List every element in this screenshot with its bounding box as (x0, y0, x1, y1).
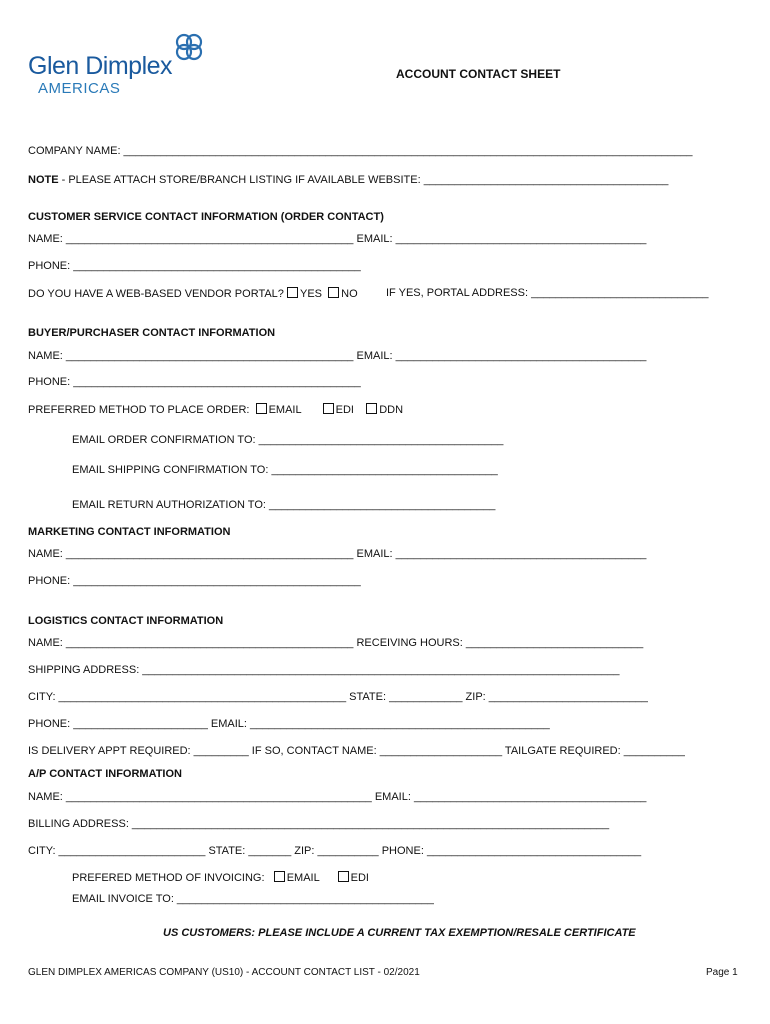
logistics-city-state-zip-field[interactable]: CITY: _______________________________________________ STATE: ____________ ZIP: __________________________ (28, 691, 648, 703)
invoice-method-row (72, 871, 369, 884)
order-method-question: PREFERRED METHOD TO PLACE ORDER: (28, 404, 250, 416)
cs-name-email-field[interactable]: NAME: _______________________________________________ EMAIL: _________________________________________ (28, 233, 647, 245)
return-authorization-field[interactable]: EMAIL RETURN AUTHORIZATION TO: _____________________________________ (72, 499, 496, 511)
section-heading-marketing: MARKETING CONTACT INFORMATION (28, 526, 231, 538)
portal-question: DO YOU HAVE A WEB-BASED VENDOR PORTAL? (28, 288, 284, 300)
portal-address-field[interactable]: IF YES, PORTAL ADDRESS: _____________________________ (386, 287, 709, 299)
ap-name-email-field[interactable]: NAME: __________________________________________________ EMAIL: ______________________________________ (28, 791, 647, 803)
invoice-email-checkbox[interactable] (274, 871, 285, 882)
order-edi-label: EDI (335, 404, 354, 416)
order-edi-checkbox[interactable] (323, 403, 334, 414)
invoice-method-question: PREFERED METHOD OF INVOICING: (72, 872, 265, 884)
logistics-phone-email-field[interactable]: PHONE: ______________________ EMAIL: _________________________________________________ (28, 718, 550, 730)
buyer-name-email-field[interactable]: NAME: _______________________________________________ EMAIL: _________________________________________ (28, 350, 647, 362)
ap-city-state-zip-phone-field[interactable]: CITY: ________________________ STATE: _______ ZIP: __________ PHONE: ___________________________________ (28, 845, 642, 857)
tax-exemption-notice: US CUSTOMERS: PLEASE INCLUDE A CURRENT TAX EXEMPTION/RESALE CERTIFICATE (163, 927, 636, 939)
billing-address-field[interactable]: BILLING ADDRESS: ______________________________________________________________________________ (28, 818, 610, 830)
page-number: Page 1 (706, 967, 738, 978)
section-heading-buyer: BUYER/PURCHASER CONTACT INFORMATION (28, 327, 276, 339)
invoice-edi-label: EDI (350, 872, 369, 884)
note-label: NOTE (28, 174, 59, 186)
invoice-email-field[interactable]: EMAIL INVOICE TO: __________________________________________ (72, 893, 434, 905)
yes-checkbox[interactable] (287, 287, 298, 298)
order-method-row (28, 403, 403, 416)
invoice-email-label: EMAIL (286, 872, 320, 884)
page-title: ACCOUNT CONTACT SHEET (396, 67, 561, 81)
order-email-checkbox[interactable] (256, 403, 267, 414)
delivery-appointment-field[interactable]: IS DELIVERY APPT REQUIRED: _________ IF SO, CONTACT NAME: ____________________ TAILGATE REQUIRED: __________ (28, 745, 685, 757)
order-email-label: EMAIL (268, 404, 302, 416)
brand-logo-subtext: AMERICAS (38, 80, 121, 97)
shipping-confirmation-field[interactable]: EMAIL SHIPPING CONFIRMATION TO: _____________________________________ (72, 464, 498, 476)
portal-question-row (28, 287, 358, 300)
yes-label: YES (299, 288, 322, 300)
invoice-edi-checkbox[interactable] (338, 871, 349, 882)
order-confirmation-field[interactable]: EMAIL ORDER CONFIRMATION TO: ________________________________________ (72, 434, 504, 446)
no-checkbox[interactable] (328, 287, 339, 298)
note-text: - PLEASE ATTACH STORE/BRANCH LISTING IF AVAILABLE WEBSITE: ________________________________________ (58, 174, 669, 186)
shipping-address-field[interactable]: SHIPPING ADDRESS: ______________________________________________________________________________ (28, 664, 620, 676)
company-name-field[interactable]: COMPANY NAME: _____________________________________________________________________________________________ (28, 145, 693, 157)
section-heading-customer-service: CUSTOMER SERVICE CONTACT INFORMATION (ORDER CONTACT) (28, 211, 384, 223)
order-ddn-label: DDN (379, 404, 404, 416)
knot-logo-icon (172, 30, 206, 67)
cs-phone-field[interactable]: PHONE: _______________________________________________ (28, 260, 361, 272)
marketing-name-email-field[interactable]: NAME: _______________________________________________ EMAIL: _________________________________________ (28, 548, 647, 560)
logistics-name-hours-field[interactable]: NAME: _______________________________________________ RECEIVING HOURS: _____________________________ (28, 637, 644, 649)
section-heading-logistics: LOGISTICS CONTACT INFORMATION (28, 615, 224, 627)
brand-logo-text: Glen Dimplex (28, 52, 173, 80)
no-label: NO (341, 288, 358, 300)
footer-left-text: GLEN DIMPLEX AMERICAS COMPANY (US10) - ACCOUNT CONTACT LIST - 02/2021 (28, 967, 420, 978)
note-line (28, 174, 668, 186)
section-heading-ap: A/P CONTACT INFORMATION (28, 768, 182, 780)
marketing-phone-field[interactable]: PHONE: _______________________________________________ (28, 575, 361, 587)
buyer-phone-field[interactable]: PHONE: _______________________________________________ (28, 376, 361, 388)
order-ddn-checkbox[interactable] (366, 403, 377, 414)
